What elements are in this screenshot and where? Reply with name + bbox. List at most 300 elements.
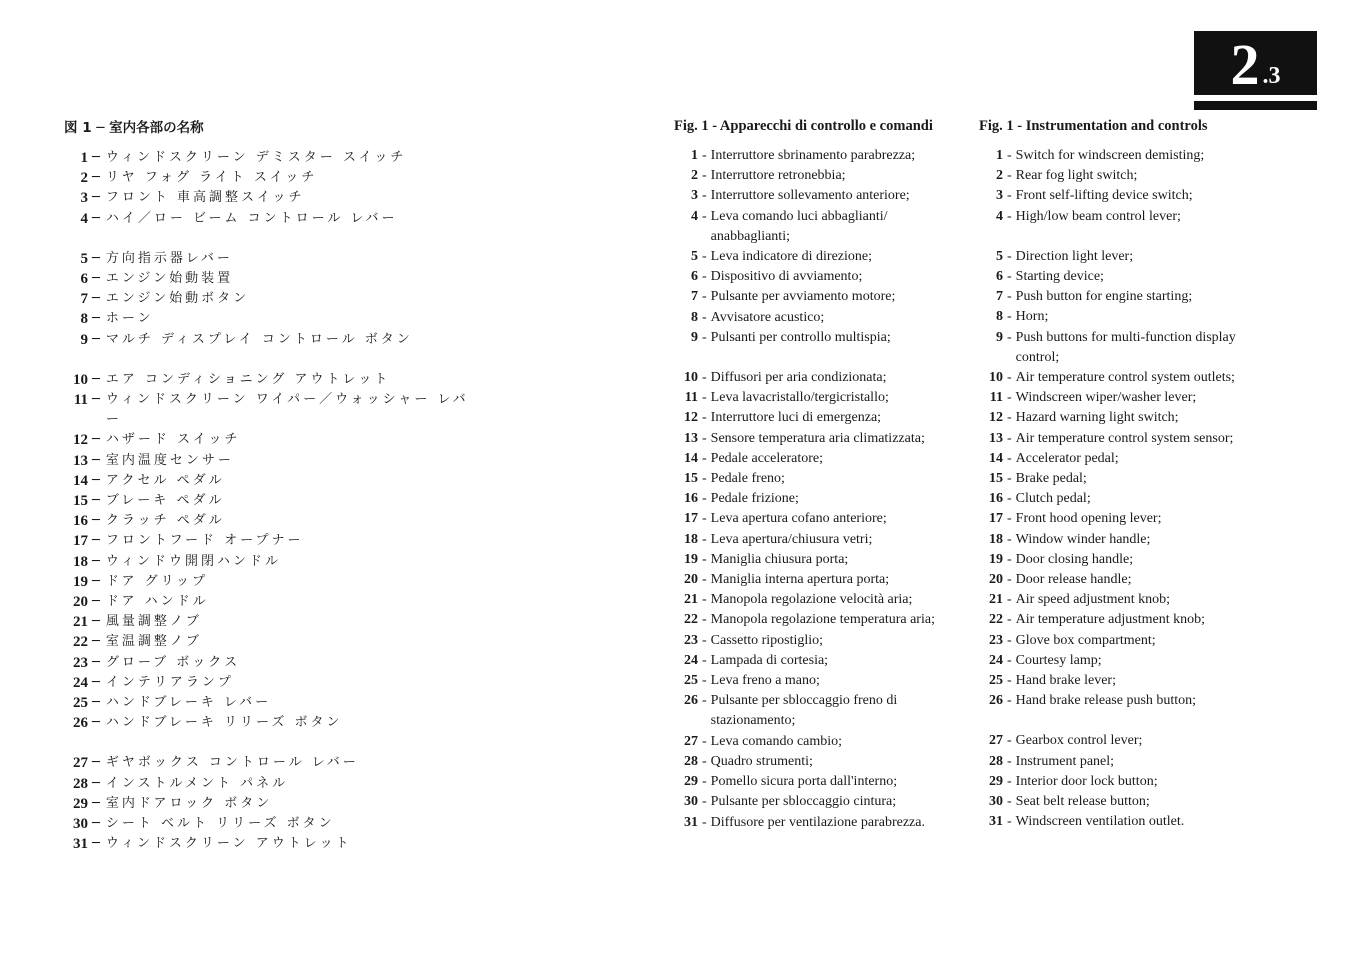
item-dash: - <box>1007 652 1012 668</box>
item-number: 10 <box>989 370 1003 386</box>
item-number: 28 <box>73 775 88 792</box>
english-list <box>979 146 1261 833</box>
item-dash: - <box>1007 309 1012 325</box>
item-label: ハンドブレーキ レバー <box>105 695 272 711</box>
item-number: 26 <box>684 693 698 709</box>
item-number: 10 <box>73 371 88 388</box>
item-label: Window winder handle; <box>1015 531 1151 547</box>
list-item <box>674 651 956 671</box>
item-dash: - <box>702 168 707 184</box>
item-dash: - <box>702 309 707 325</box>
list-item <box>64 148 484 168</box>
list-item <box>64 794 484 814</box>
item-label: Air temperature control system outlets; <box>1015 370 1235 386</box>
list-item <box>674 550 956 570</box>
item-number: 31 <box>73 836 88 853</box>
item-dash: - <box>1007 551 1012 567</box>
list-item <box>64 753 484 773</box>
item-label: Pulsante per sbloccaggio cintura; <box>710 794 897 810</box>
item-label: グローブ ボックス <box>105 654 241 670</box>
item-label: Interruttore luci di emergenza; <box>710 410 882 426</box>
item-label: アクセル ペダル <box>105 472 225 488</box>
item-number: 5 <box>691 249 698 265</box>
group-spacer <box>64 229 484 249</box>
item-number: 8 <box>996 309 1003 325</box>
list-item <box>979 166 1261 186</box>
item-number: 14 <box>73 472 88 489</box>
list-item <box>674 570 956 590</box>
english-column <box>979 116 1261 833</box>
list-item <box>979 570 1261 590</box>
item-label: Windscreen wiper/washer lever; <box>1015 390 1197 406</box>
list-item <box>674 732 956 752</box>
item-dash: ─ <box>92 371 100 387</box>
item-dash: - <box>1007 329 1012 345</box>
list-item <box>979 812 1261 832</box>
item-number: 19 <box>989 551 1003 567</box>
item-dash: ─ <box>92 836 100 852</box>
list-item <box>64 552 484 572</box>
list-item <box>64 713 484 733</box>
item-label: Pulsante per sbloccaggio freno di stazionamento; <box>710 693 898 729</box>
list-item <box>64 390 484 430</box>
item-label: エンジン始動ボタン <box>105 291 250 307</box>
item-number: 16 <box>989 491 1003 507</box>
list-item <box>64 370 484 390</box>
list-item <box>979 671 1261 691</box>
list-item <box>674 509 956 529</box>
item-dash: ─ <box>92 674 100 690</box>
item-dash: ─ <box>92 695 100 711</box>
list-item <box>674 267 956 287</box>
list-item <box>979 550 1261 570</box>
item-number: 18 <box>989 531 1003 547</box>
item-label: ドア グリップ <box>105 573 209 589</box>
item-number: 31 <box>684 814 698 830</box>
item-number: 30 <box>73 816 88 833</box>
item-label: Pulsanti per controllo multispia; <box>710 329 891 345</box>
item-dash: - <box>702 148 707 163</box>
item-dash: - <box>702 269 707 285</box>
item-label: Pedale frizione; <box>710 491 799 507</box>
list-item <box>64 814 484 834</box>
list-item <box>674 247 956 267</box>
item-label: 室温調整ノブ <box>105 634 202 650</box>
item-dash: - <box>702 188 707 204</box>
item-number: 25 <box>989 673 1003 689</box>
item-label: Brake pedal; <box>1015 471 1087 487</box>
list-item <box>64 168 484 188</box>
item-number: 6 <box>996 269 1003 285</box>
item-label: Interruttore retronebbia; <box>710 168 846 184</box>
item-number: 18 <box>684 531 698 547</box>
item-number: 1 <box>691 148 698 163</box>
list-item <box>674 186 956 206</box>
list-item <box>979 388 1261 408</box>
item-number: 16 <box>73 513 88 530</box>
item-label: High/low beam control lever; <box>1015 208 1181 224</box>
item-label: Door release handle; <box>1015 572 1132 588</box>
item-number: 8 <box>691 309 698 325</box>
item-label: Leva comando cambio; <box>710 733 843 749</box>
list-item <box>64 249 484 269</box>
item-label: Push buttons for multi-function display control; <box>1015 329 1236 365</box>
item-label: Dispositivo di avviamento; <box>710 269 863 285</box>
item-number: 22 <box>684 612 698 628</box>
item-number: 24 <box>989 652 1003 668</box>
item-label: シート ベルト リリーズ ボタン <box>105 816 335 832</box>
item-dash: ─ <box>92 291 100 307</box>
list-item <box>979 772 1261 792</box>
list-item <box>64 209 484 229</box>
item-label: Glove box compartment; <box>1015 632 1156 648</box>
list-item <box>64 289 484 309</box>
list-item <box>979 691 1261 711</box>
item-dash: ─ <box>92 170 100 186</box>
item-number: 22 <box>989 612 1003 628</box>
item-number: 7 <box>80 291 88 308</box>
item-dash: - <box>702 430 707 446</box>
list-item <box>979 489 1261 509</box>
item-label: Air temperature control system sensor; <box>1015 430 1234 446</box>
list-item <box>674 469 956 489</box>
item-number: 17 <box>989 511 1003 527</box>
list-item <box>64 269 484 289</box>
item-number: 30 <box>989 794 1003 810</box>
item-dash: - <box>702 471 707 487</box>
item-dash: - <box>702 794 707 810</box>
item-label: Manopola regolazione temperatura aria; <box>710 612 935 628</box>
item-dash: - <box>702 753 707 769</box>
list-item <box>64 572 484 592</box>
item-label: Maniglia interna apertura porta; <box>710 572 890 588</box>
item-label: Leva comando luci abbaglianti/ anabbaglianti; <box>710 208 888 244</box>
list-item <box>979 469 1261 489</box>
item-dash: ─ <box>92 816 100 832</box>
item-number: 23 <box>989 632 1003 648</box>
item-dash: ─ <box>92 250 100 266</box>
section-badge <box>1194 31 1317 95</box>
list-item <box>979 368 1261 388</box>
item-label: Seat belt release button; <box>1015 794 1150 810</box>
item-dash: - <box>1007 148 1012 163</box>
item-dash: - <box>1007 572 1012 588</box>
item-label: Rear fog light switch; <box>1015 168 1138 184</box>
item-dash: - <box>1007 794 1012 810</box>
item-dash: - <box>1007 450 1012 466</box>
item-number: 1 <box>80 150 88 166</box>
item-dash: - <box>1007 471 1012 487</box>
item-label: ホーン <box>105 311 154 327</box>
item-dash: - <box>1007 289 1012 305</box>
list-item <box>979 651 1261 671</box>
item-number: 5 <box>996 248 1003 264</box>
item-label: Interior door lock button; <box>1015 773 1158 789</box>
list-item <box>64 632 484 652</box>
item-number: 7 <box>691 289 698 305</box>
item-number: 9 <box>691 329 698 345</box>
item-label: Maniglia chiusura porta; <box>710 551 849 567</box>
item-label: Clutch pedal; <box>1015 491 1091 507</box>
item-dash: ─ <box>92 452 100 468</box>
item-number: 8 <box>80 311 88 328</box>
item-dash: ─ <box>92 331 100 347</box>
item-label: Front hood opening lever; <box>1015 511 1162 527</box>
item-dash: - <box>1007 773 1012 789</box>
item-dash: - <box>1007 531 1012 547</box>
japanese-list <box>64 148 484 855</box>
item-number: 6 <box>691 269 698 285</box>
list-item <box>64 834 484 854</box>
list-item <box>674 792 956 812</box>
item-label: Manopola regolazione velocità aria; <box>710 592 913 608</box>
item-dash: - <box>1007 188 1012 204</box>
item-number: 5 <box>80 250 88 267</box>
item-number: 29 <box>989 773 1003 789</box>
item-dash: ─ <box>92 150 100 165</box>
item-label: ウィンドスクリーン ワイパー／ウォッシャー レバー <box>105 392 469 428</box>
english-heading: Fig. 1 - Instrumentation and controls <box>979 118 1208 134</box>
item-number: 12 <box>73 432 88 449</box>
item-label: Air temperature adjustment knob; <box>1015 612 1206 628</box>
item-number: 2 <box>80 170 88 187</box>
item-number: 2 <box>691 168 698 184</box>
item-label: 風量調整ノブ <box>105 614 202 630</box>
italian-list <box>674 146 956 833</box>
item-dash: - <box>702 693 707 709</box>
list-item <box>64 491 484 511</box>
item-number: 18 <box>73 553 88 570</box>
item-label: Front self-lifting device switch; <box>1015 188 1193 204</box>
list-item <box>979 267 1261 287</box>
item-number: 19 <box>73 573 88 590</box>
list-item <box>64 430 484 450</box>
item-number: 10 <box>684 370 698 386</box>
item-dash: - <box>702 612 707 628</box>
item-number: 30 <box>684 794 698 810</box>
group-spacer <box>979 227 1261 247</box>
item-dash: ─ <box>92 795 100 811</box>
item-dash: - <box>702 491 707 507</box>
list-item <box>64 451 484 471</box>
item-label: ギヤボックス コントロール レバー <box>105 755 359 771</box>
item-label: Horn; <box>1015 309 1049 325</box>
list-item <box>674 610 956 630</box>
item-label: クラッチ ペダル <box>105 513 225 529</box>
item-number: 27 <box>73 755 88 772</box>
item-dash: - <box>1007 430 1012 446</box>
item-dash: - <box>1007 491 1012 507</box>
item-number: 27 <box>684 733 698 749</box>
item-label: Leva lavacristallo/tergicristallo; <box>710 390 889 406</box>
item-label: Instrument panel; <box>1015 753 1115 769</box>
list-item <box>64 531 484 551</box>
item-number: 29 <box>73 795 88 812</box>
item-dash: - <box>702 673 707 689</box>
item-number: 25 <box>73 695 88 712</box>
list-item <box>979 530 1261 550</box>
list-item <box>979 146 1261 166</box>
list-item <box>979 449 1261 469</box>
list-item <box>979 408 1261 428</box>
list-item <box>979 610 1261 630</box>
item-dash: ─ <box>92 755 100 771</box>
list-item <box>979 287 1261 307</box>
list-item <box>64 653 484 673</box>
item-dash: - <box>702 551 707 567</box>
list-item <box>64 188 484 208</box>
item-dash: - <box>702 632 707 648</box>
item-number: 3 <box>996 188 1003 204</box>
item-dash: - <box>702 410 707 426</box>
item-label: ウィンドスクリーン デミスター スイッチ <box>105 150 407 165</box>
list-item <box>64 774 484 794</box>
item-label: Diffusore per ventilazione parabrezza. <box>710 814 925 830</box>
list-item <box>979 752 1261 772</box>
list-item <box>64 471 484 491</box>
item-dash: - <box>702 390 707 406</box>
item-number: 27 <box>989 733 1003 749</box>
item-dash: - <box>1007 410 1012 426</box>
item-number: 2 <box>996 168 1003 184</box>
list-item <box>979 186 1261 206</box>
item-number: 13 <box>989 430 1003 446</box>
item-label: Avvisatore acustico; <box>710 309 825 325</box>
item-dash: - <box>1007 612 1012 628</box>
item-label: Hazard warning light switch; <box>1015 410 1179 426</box>
item-dash: - <box>702 329 707 345</box>
item-dash: - <box>1007 168 1012 184</box>
item-label: Pedale acceleratore; <box>710 450 823 466</box>
item-label: エンジン始動装置 <box>105 271 234 287</box>
item-label: ハンドブレーキ リリーズ ボタン <box>105 715 343 731</box>
item-number: 29 <box>684 774 698 790</box>
item-dash: ─ <box>92 513 100 529</box>
item-dash: ─ <box>92 472 100 488</box>
list-item <box>674 691 956 731</box>
item-number: 15 <box>989 471 1003 487</box>
list-item <box>674 308 956 328</box>
list-item <box>674 408 956 428</box>
list-item <box>674 328 956 348</box>
item-number: 7 <box>996 289 1003 305</box>
item-dash: - <box>702 208 707 224</box>
item-dash: - <box>1007 753 1012 769</box>
list-item <box>674 207 956 247</box>
group-spacer <box>64 733 484 753</box>
item-number: 24 <box>73 674 88 691</box>
item-label: インテリアランプ <box>105 674 234 690</box>
item-label: Interruttore sollevamento anteriore; <box>710 188 910 204</box>
item-dash: ─ <box>92 573 100 589</box>
item-number: 6 <box>80 271 88 288</box>
item-dash: ─ <box>92 432 100 448</box>
item-label: Quadro strumenti; <box>710 753 813 769</box>
item-number: 14 <box>684 450 698 466</box>
item-dash: - <box>1007 390 1012 406</box>
list-item <box>674 489 956 509</box>
item-number: 15 <box>684 471 698 487</box>
item-dash: ─ <box>92 654 100 670</box>
item-number: 28 <box>989 753 1003 769</box>
item-number: 11 <box>989 390 1003 406</box>
list-item <box>979 247 1261 267</box>
list-item <box>674 388 956 408</box>
list-item <box>64 612 484 632</box>
list-item <box>674 813 956 833</box>
item-dash: - <box>702 450 707 466</box>
item-label: ウィンドウ開閉ハンドル <box>105 553 282 569</box>
item-number: 17 <box>73 533 88 550</box>
item-label: 室内ドアロック ボタン <box>105 795 273 811</box>
item-label: Door closing handle; <box>1015 551 1134 567</box>
list-item <box>64 309 484 329</box>
item-label: Gearbox control lever; <box>1015 733 1143 749</box>
item-dash: ─ <box>92 271 100 287</box>
item-dash: ─ <box>92 594 100 610</box>
item-label: Sensore temperatura aria climatizzata; <box>710 430 925 446</box>
list-item <box>674 752 956 772</box>
item-dash: ─ <box>92 614 100 630</box>
item-dash: ─ <box>92 210 100 226</box>
list-item <box>979 207 1261 227</box>
item-dash: - <box>702 814 707 830</box>
item-label: Leva indicatore di direzione; <box>710 249 872 265</box>
item-label: ウィンドスクリーン アウトレット <box>105 836 352 852</box>
item-dash: - <box>702 289 707 305</box>
badge-underline <box>1194 101 1317 110</box>
item-dash: - <box>1007 673 1012 689</box>
item-dash: - <box>702 370 707 386</box>
list-item <box>979 731 1261 751</box>
list-item <box>64 592 484 612</box>
item-dash: - <box>1007 208 1012 224</box>
item-label: Leva apertura cofano anteriore; <box>710 511 887 527</box>
item-label: Switch for windscreen demisting; <box>1015 148 1205 163</box>
item-label: ブレーキ ペダル <box>105 493 225 509</box>
item-label: Leva freno a mano; <box>710 673 820 689</box>
item-label: 方向指示器レバー <box>105 250 233 266</box>
item-dash: - <box>1007 370 1012 386</box>
item-label: ドア ハンドル <box>105 594 209 610</box>
item-dash: ─ <box>92 311 100 327</box>
item-number: 13 <box>684 430 698 446</box>
item-label: Diffusori per aria condizionata; <box>710 370 887 386</box>
item-dash: - <box>702 531 707 547</box>
list-item <box>674 146 956 166</box>
item-number: 20 <box>989 572 1003 588</box>
item-label: Starting device; <box>1015 269 1104 285</box>
item-number: 9 <box>996 329 1003 345</box>
list-item <box>979 328 1261 368</box>
list-item <box>979 792 1261 812</box>
list-item <box>674 590 956 610</box>
item-label: Hand brake lever; <box>1015 673 1116 689</box>
japanese-heading: 図 1 ─ 室内各部の名称 <box>64 120 204 136</box>
list-item <box>979 631 1261 651</box>
item-number: 22 <box>73 634 88 651</box>
item-dash: - <box>1007 269 1012 285</box>
list-item <box>674 530 956 550</box>
item-number: 13 <box>73 452 88 469</box>
item-dash: - <box>1007 814 1012 830</box>
item-label: ハイ／ロー ビーム コントロール レバー <box>105 210 398 226</box>
item-dash: - <box>702 592 707 608</box>
list-item <box>674 166 956 186</box>
list-item <box>674 772 956 792</box>
item-label: Direction light lever; <box>1015 248 1134 264</box>
item-number: 16 <box>684 491 698 507</box>
